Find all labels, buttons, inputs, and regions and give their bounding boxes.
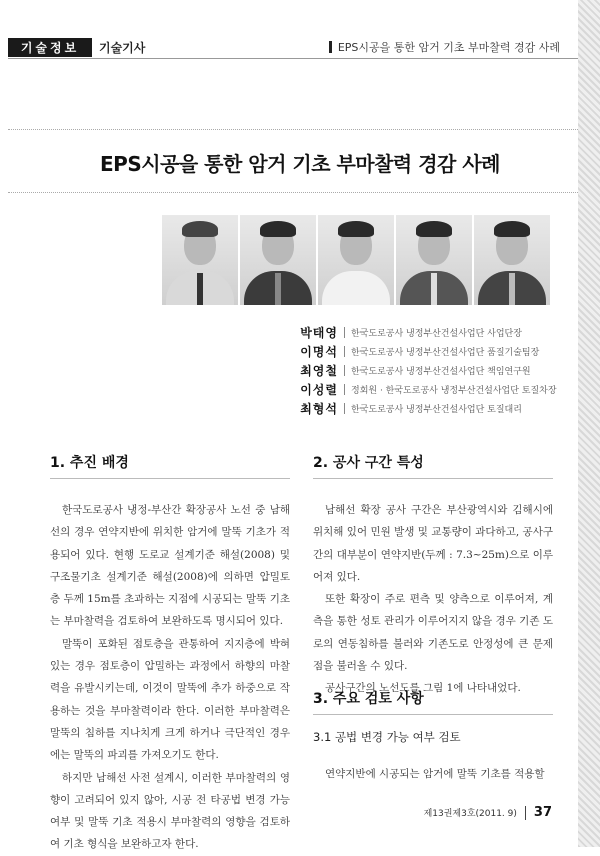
- author-separator: [344, 384, 345, 395]
- author-entry: [286, 399, 557, 418]
- body-paragraph: 한국도로공사 냉정-부산간 확장공사 노선 중 남해선의 경우 연약지반에 위치한 암거에 말뚝 기초가 적용되어 있다. 현행 도로교 설계기준 해설(2008) 및 구조물기초 설계기준 해설(2008)에 의하면 압밀토층 두께 15m를 초과하는 지점에 시공되는 말뚝 기초는 부마찰력을 검토하여 보완하도록 명시되어 있다.: [50, 504, 290, 628]
- author-affiliation: 한국도로공사 냉정부산건설사업단 품질기술팀장: [351, 348, 540, 358]
- author-entry: [286, 342, 557, 361]
- author-affiliation: 한국도로공사 냉정부산건설사업단 책임연구원: [351, 367, 531, 377]
- running-title: EPS시공을 통한 암거 기초 부마찰력 경감 사례: [337, 41, 560, 54]
- author-name: 이성렬: [300, 383, 338, 397]
- title-top-divider: [8, 129, 578, 130]
- author-affiliation: 한국도로공사 냉정부산건설사업단 토질대리: [351, 405, 522, 415]
- article-title: EPS시공을 통한 암거 기초 부마찰력 경감 사례: [100, 152, 500, 176]
- author-entry: [286, 361, 557, 380]
- body-paragraph: 또한 확장이 주로 편측 및 양측으로 이루어져, 계측을 통한 성토 관리가 이루어지지 않을 경우 기존 도로의 연동침하를 불러와 기존도로 안정성에 큰 문제점을 불러올 수 있다.: [313, 593, 553, 673]
- author-separator: [344, 403, 345, 414]
- author-name: 최형석: [300, 402, 338, 416]
- author-separator: [344, 346, 345, 357]
- section-heading: 2. 공사 구간 특성: [313, 455, 424, 471]
- author-entry: [286, 380, 557, 399]
- running-header-bar: [329, 41, 332, 53]
- author-name: 박태영: [300, 326, 338, 340]
- author-affiliation: 정회원 · 한국도로공사 냉정부산건설사업단 토질차장: [351, 386, 557, 396]
- author-entry: [286, 323, 557, 342]
- author-photo-3: [318, 215, 394, 305]
- page-number: 37: [533, 805, 552, 820]
- header-rule: [8, 58, 578, 59]
- issue-info: 제13권제3호(2011. 9): [423, 809, 517, 819]
- subsection-heading: 3.1 공법 변경 가능 여부 검토: [313, 730, 461, 744]
- author-separator: [344, 327, 345, 338]
- left-column: [50, 452, 290, 856]
- right-column: [313, 452, 553, 700]
- running-header: [329, 39, 560, 55]
- author-affiliation: 한국도로공사 냉정부산건설사업단 사업단장: [351, 329, 522, 339]
- footer-separator: [525, 806, 526, 820]
- author-list: [286, 323, 557, 418]
- section-badge: 기술정보: [8, 38, 92, 57]
- body-paragraph: 하지만 남해선 사전 설계시, 이러한 부마찰력의 영향이 고려되어 있지 않아, 시공 전 타공법 변경 가능 여부 및 말뚝 기초 적용시 부마찰력의 영향을 검토하여 기초 형식을 보완하고자 한다.: [50, 771, 290, 851]
- body-paragraph: 말뚝이 포화된 점토층을 관통하여 지지층에 박혀 있는 경우 점토층이 압밀하는 과정에서 하향의 마찰력을 유발시키는데, 이것이 말뚝에 추가 하중으로 작용하는 것을 부마찰력이라 한다. 이러한 부마찰력은 말뚝의 침하를 지나치게 크게 하거나 극단적인 경우에는 말뚝의 파괴를 가져오기도 한다.: [50, 637, 290, 762]
- page-footer: [424, 805, 552, 820]
- author-name: 최영철: [300, 364, 338, 378]
- author-photo-1: [162, 215, 238, 305]
- section-heading: 1. 추진 배경: [50, 455, 129, 471]
- author-photo-5: [474, 215, 550, 305]
- right-column-section-3: [313, 688, 553, 785]
- section-name: 기술기사: [99, 41, 146, 55]
- author-name: 이명석: [300, 345, 338, 359]
- author-photo-4: [396, 215, 472, 305]
- decorative-edge-strip: [578, 0, 600, 847]
- body-paragraph: 공사구간의 노선도를 그림 1에 나타내었다.: [325, 682, 521, 695]
- body-paragraph: 연약지반에 시공되는 암거에 말뚝 기초를 적용할: [325, 768, 545, 780]
- body-paragraph: 남해선 확장 공사 구간은 부산광역시와 김해시에 위치해 있어 민원 발생 및 교통량이 과다하고, 공사구간의 대부분이 연약지반(두께 : 7.3~25m)으로 이루어져 있다.: [313, 504, 553, 583]
- section-heading: 3. 주요 검토 사항: [313, 691, 424, 707]
- author-photo-2: [240, 215, 316, 305]
- author-separator: [344, 365, 345, 376]
- title-bottom-divider: [8, 192, 578, 193]
